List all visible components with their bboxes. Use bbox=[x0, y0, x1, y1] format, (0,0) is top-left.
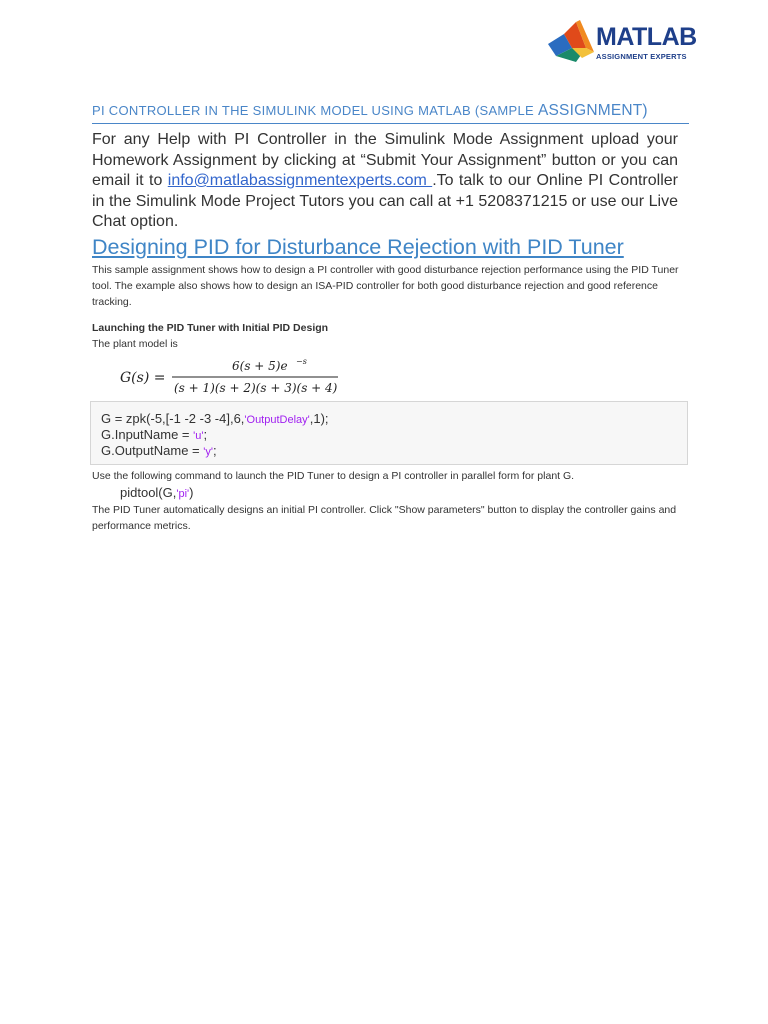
launch-instruction: Use the following command to launch the PID Tuner to design a PI controller in parallel form for plant G. bbox=[92, 470, 575, 482]
subsection-heading: Launching the PID Tuner with Initial PID Design bbox=[92, 322, 329, 334]
code-text: pidtool(G, bbox=[120, 485, 177, 500]
code-text: G.OutputName = bbox=[101, 443, 204, 458]
logo-subtitle: ASSIGNMENT EXPERTS bbox=[596, 52, 687, 61]
formula-exponent: −s bbox=[296, 357, 307, 366]
code-text: G = zpk(-5,[-1 -2 -3 -4],6, bbox=[101, 411, 245, 426]
description-paragraph: This sample assignment shows how to design a PI controller with good disturbance rejection performance using the PID Tuner tool. The example also shows how to design an ISA-PID controller for both good disturbance rejection and good reference tracking. bbox=[92, 264, 679, 308]
document-title bbox=[92, 102, 648, 120]
code-text: G.InputName = bbox=[101, 427, 194, 442]
code-text: ; bbox=[203, 427, 208, 442]
formula-numerator: 6(s + 5)e bbox=[232, 359, 288, 373]
code-line-input-name bbox=[101, 427, 207, 444]
plant-model-text: The plant model is bbox=[92, 338, 178, 350]
title-divider bbox=[92, 123, 689, 124]
code-string: 'u' bbox=[193, 430, 204, 442]
document-title-tail: ASSIGNMENT) bbox=[537, 102, 648, 119]
formula-lhs: G(s) = bbox=[120, 370, 166, 386]
logo-wordmark: MATLAB bbox=[596, 23, 697, 51]
membrane-icon bbox=[546, 18, 596, 66]
email-link[interactable]: info@matlabassignmentexperts.com bbox=[167, 172, 433, 189]
pidtool-command bbox=[120, 485, 193, 502]
matlab-logo bbox=[546, 18, 696, 68]
code-text: ; bbox=[212, 443, 217, 458]
section-heading: Designing PID for Disturbance Rejection with PID Tuner bbox=[92, 235, 624, 259]
code-text: ) bbox=[189, 485, 194, 500]
intro-text-start: For any Help with PI Controller in the Simulink Mode Assignment upload your Homework Assignment by clicking at “Submit Your Assignment” button or you can email it to bbox=[92, 131, 678, 189]
intro-text-end: .To talk to our Online PI Controller in the Simulink Mode Project Tutors you can call at +1 5208371215 or use our Live Chat option. bbox=[92, 172, 678, 230]
code-string: 'pi' bbox=[176, 488, 190, 500]
pid-tuner-paragraph: The PID Tuner automatically designs an initial PI controller. Click "Show parameters" button to display the controller gains and performance metrics. bbox=[92, 504, 677, 532]
code-string: 'OutputDelay' bbox=[244, 414, 310, 426]
code-line-zpk bbox=[101, 411, 329, 428]
document-title-main: PI CONTROLLER IN THE SIMULINK MODEL USING MATLAB (SAMPLE bbox=[92, 103, 538, 118]
code-text: ,1); bbox=[309, 411, 329, 426]
code-line-output-name bbox=[101, 443, 217, 460]
formula-denominator: (s + 1)(s + 2)(s + 3)(s + 4) bbox=[174, 381, 338, 395]
intro-paragraph bbox=[92, 130, 678, 233]
code-string: 'y' bbox=[203, 446, 213, 458]
code-block bbox=[90, 401, 688, 465]
transfer-function-formula bbox=[120, 354, 360, 400]
